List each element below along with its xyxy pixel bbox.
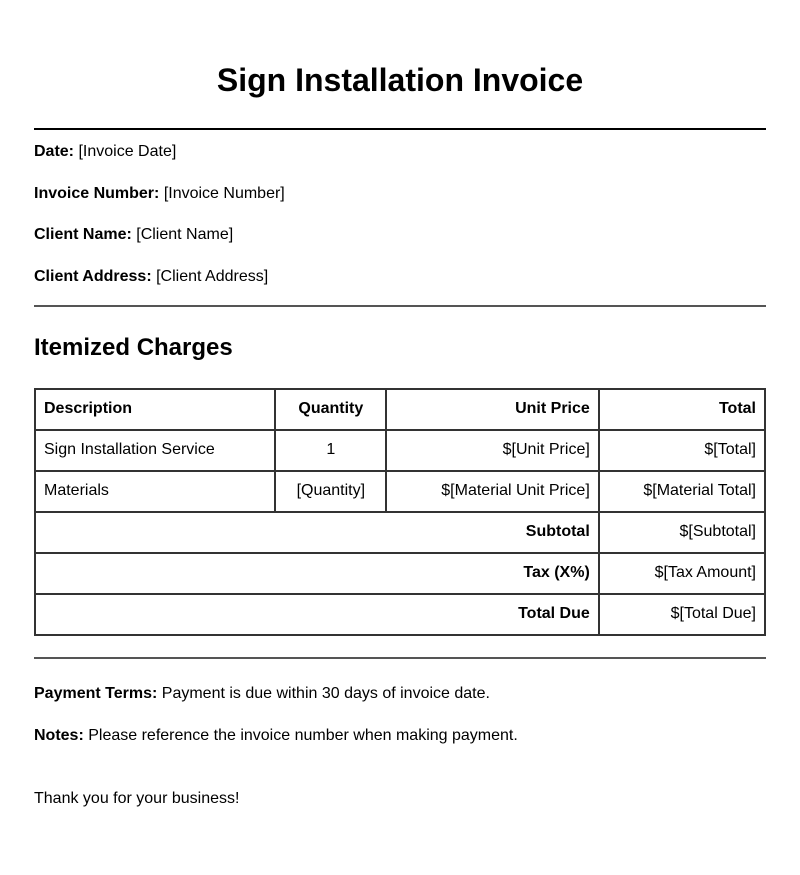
thank-you-message: Thank you for your business! xyxy=(34,789,240,807)
date-line xyxy=(34,142,766,162)
subtotal-value: $[Subtotal] xyxy=(599,512,765,553)
column-header-description: Description xyxy=(35,389,275,430)
client-address-value: [Client Address] xyxy=(156,267,269,285)
client-address-label: Client Address: xyxy=(34,267,152,285)
payment-terms-line xyxy=(34,684,766,704)
notes-label: Notes: xyxy=(34,726,84,744)
tax-row xyxy=(35,553,765,594)
payment-terms-label: Payment Terms: xyxy=(34,684,158,702)
date-value: [Invoice Date] xyxy=(78,143,177,160)
client-address-line xyxy=(34,267,766,287)
cell-quantity: [Quantity] xyxy=(275,471,386,512)
details-divider xyxy=(34,305,766,307)
cell-description: Materials xyxy=(35,471,275,512)
itemized-charges-heading: Itemized Charges xyxy=(34,333,233,361)
date-label: Date: xyxy=(34,143,75,160)
cell-description: Sign Installation Service xyxy=(35,430,275,471)
tax-value: $[Tax Amount] xyxy=(599,553,765,594)
client-name-label: Client Name: xyxy=(34,226,132,243)
total-due-row xyxy=(35,594,765,635)
client-name-line xyxy=(34,225,766,245)
client-name-value: [Client Name] xyxy=(136,226,234,243)
tax-label: Tax (X%) xyxy=(35,553,599,594)
table-header-row xyxy=(35,389,765,430)
column-header-quantity: Quantity xyxy=(275,389,386,430)
invoice-footer xyxy=(34,659,766,809)
invoice-number-value: [Invoice Number] xyxy=(163,184,285,202)
subtotal-row xyxy=(35,512,765,553)
cell-unit-price: $[Material Unit Price] xyxy=(386,471,599,512)
table-row xyxy=(35,430,765,471)
table-row xyxy=(35,471,765,512)
invoice-number-line xyxy=(34,184,766,204)
cell-quantity: 1 xyxy=(275,430,386,471)
payment-terms-value: Payment is due within 30 days of invoice date. xyxy=(161,684,490,702)
total-due-value: $[Total Due] xyxy=(599,594,765,635)
cell-total: $[Material Total] xyxy=(599,471,765,512)
notes-value: Please reference the invoice number when making payment. xyxy=(88,726,518,744)
invoice-details xyxy=(34,130,766,305)
column-header-total: Total xyxy=(599,389,765,430)
cell-unit-price: $[Unit Price] xyxy=(386,430,599,471)
invoice-page xyxy=(34,0,766,809)
total-due-label: Total Due xyxy=(35,594,599,635)
invoice-number-label: Invoice Number: xyxy=(34,184,160,202)
column-header-unit-price: Unit Price xyxy=(386,389,599,430)
page-title: Sign Installation Invoice xyxy=(216,62,584,98)
charges-table xyxy=(34,388,766,636)
subtotal-label: Subtotal xyxy=(35,512,599,553)
cell-total: $[Total] xyxy=(599,430,765,471)
notes-line xyxy=(34,726,766,746)
